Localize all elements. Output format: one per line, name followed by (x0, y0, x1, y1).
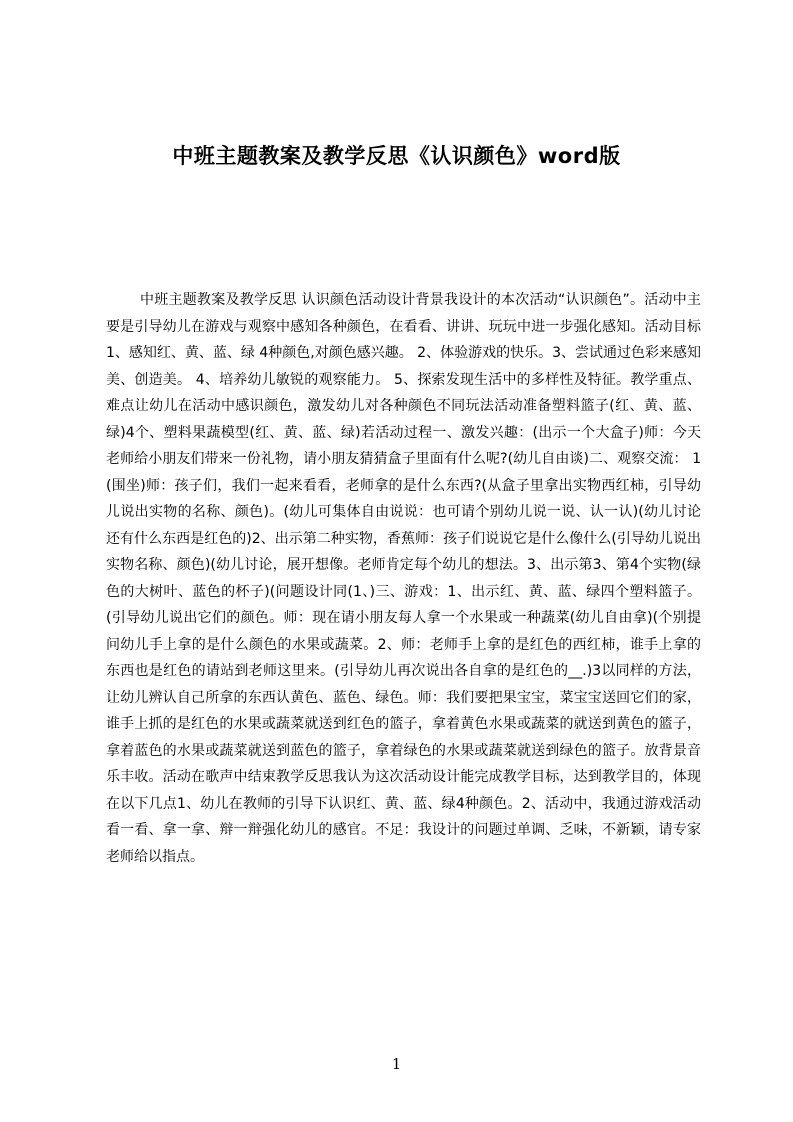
document-title: 中班主题教案及教学反思《认识颜色》word版 (172, 144, 621, 168)
document-body-paragraph: 中班主题教案及教学反思 认识颜色活动设计背景我设计的本次活动“认识颜色”。活动中主要是引导幼儿在游戏与观察中感知各种颜色，在看看、讲讲、玩玩中进一步强化感知。活动目标1、感知红、黄、蓝、绿 4种颜色,对颜色感兴趣。 2、体验游戏的快乐。3、尝试通过色彩来感知美、创造美。 4、培养幼儿敏锐的观察能力。 5、探索发现生活中的多样性及特征。教学重点、难点让幼儿在活动中感识颜色，激发幼儿对各种颜色不同玩法活动准备塑料篮子(红、黄、蓝、绿)4个、塑料果蔬模型(红、黄、蓝、绿)若活动过程一、激发兴趣：(出示一个大盒子)师：今天老师给小朋友们带来一份礼物，请小朋友猜猜盒子里面有什么呢?(幼儿自由谈)二、观察交流： 1(围坐)师：孩子们，我们一起来看看，老师拿的是什么东西?(从盒子里拿出实物西红柿，引导幼儿说出实物的名称、颜色)。(幼儿可集体自由说说：也可请个别幼儿说一说、认一认)(幼儿讨论还有什么东西是红色的)2、出示第二种实物，香蕉师：孩子们说说它是什么像什么(引导幼儿说出实物名称、颜色)(幼儿讨论，展开想像。老师肯定每个幼儿的想法。3、出示第3、第4个实物(绿色的大树叶、蓝色的杯子)(问题设计同(1、)三、游戏：1、出示红、黄、蓝、绿四个塑料篮子。(引导幼儿说出它们的颜色。师：现在请小朋友每人拿一个水果或一种蔬菜(幼儿自由拿)(个别提问幼儿手上拿的是什么颜色的水果或蔬菜。2、师：老师手上拿的是红色的西红柿，谁手上拿的东西也是红色的请站到老师这里来。(引导幼儿再次说出各自拿的是红色的__.)3以同样的方法，让幼儿辨认自己所拿的东西认黄色、蓝色、绿色。师：我们要把果宝宝，菜宝宝送回它们的家，谁手上抓的是红色的水果或蔬菜就送到红色的篮子，拿着黄色水果或蔬菜的就送到黄色的篮子，拿着蓝色的水果或蔬菜就送到蓝色的篮子，拿着绿色的水果或蔬菜就送到绿色的篮子。放背景音乐丰收。活动在歌声中结束教学反思我认为这次活动设计能完成教学目标，达到教学目的，体现在以下几点1、幼儿在教师的引导下认识红、黄、蓝、绿4种颜色。2、活动中，我通过游戏活动看一看、拿一拿、辩一辩强化幼儿的感官。不足：我设计的问题过单调、乏味，不新颖，请专家老师给以指点。 (106, 292, 701, 865)
page-number: 1 (391, 1055, 402, 1073)
